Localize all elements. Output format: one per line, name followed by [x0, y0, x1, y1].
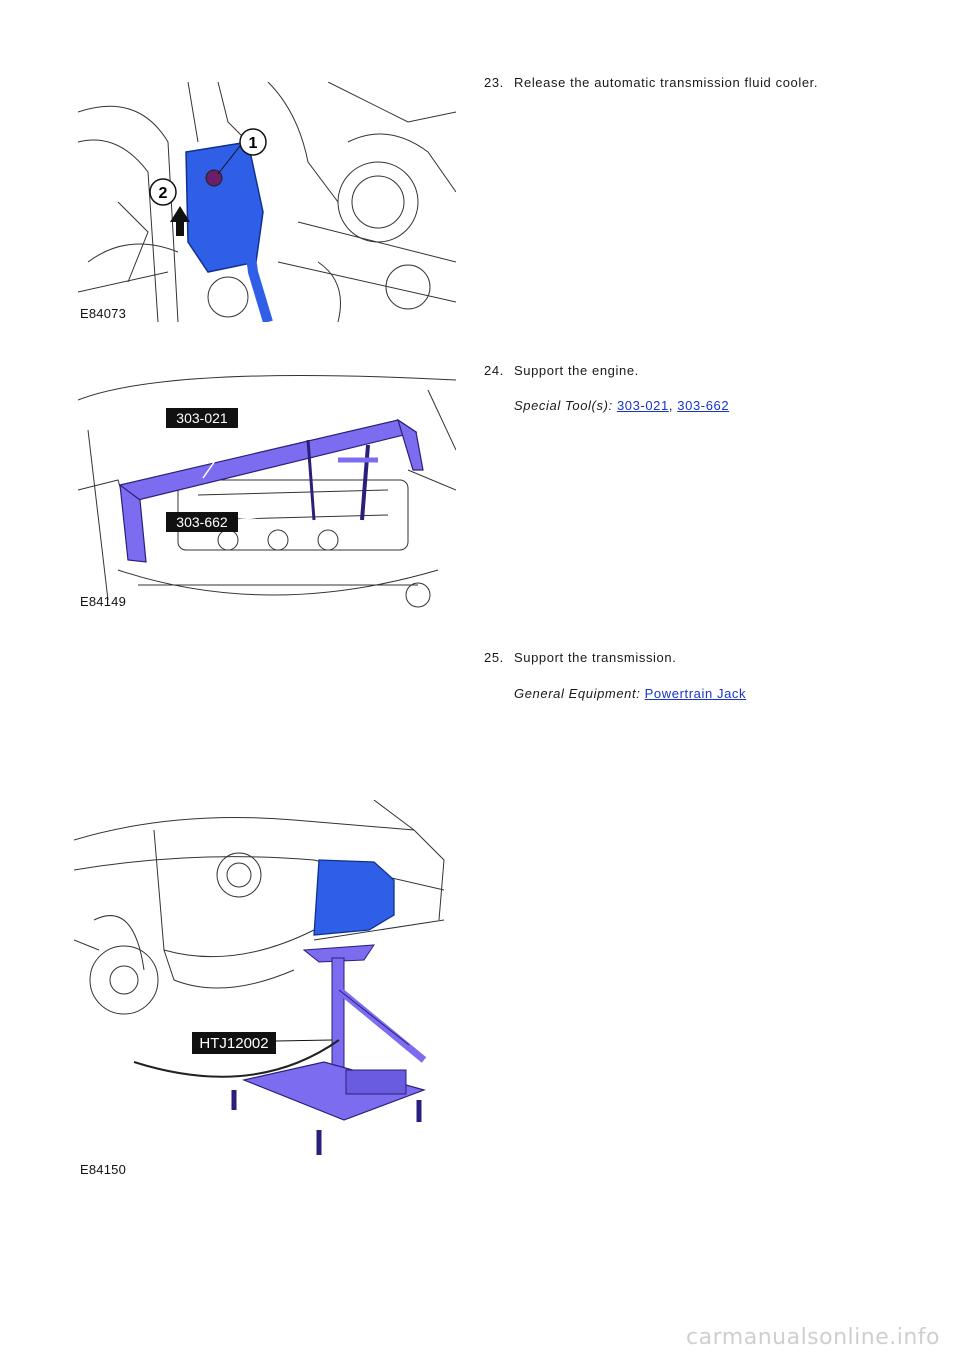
callout-2: 2 [158, 185, 168, 202]
general-equipment-line [514, 686, 746, 701]
step-text: Support the transmission. [514, 650, 677, 665]
figure-code: E84150 [80, 1162, 127, 1177]
tool-label-303-021: 303-021 [176, 410, 228, 426]
step-24 [484, 363, 924, 379]
figure-code: E84149 [80, 594, 127, 609]
callout-1: 1 [248, 135, 258, 152]
cooler-illustration [78, 82, 456, 322]
special-tools-label: Special Tool(s): [514, 398, 613, 413]
figure-engine-support [78, 370, 456, 610]
link-303-021[interactable]: 303-021 [616, 398, 669, 413]
step-25 [484, 650, 924, 666]
general-equipment-label: General Equipment: [514, 686, 641, 701]
step-number: 24. [484, 363, 504, 378]
engine-support-illustration [78, 370, 456, 610]
step-text: Support the engine. [514, 363, 639, 378]
step-number: 23. [484, 75, 504, 90]
special-tools-line [514, 398, 729, 413]
step-number: 25. [484, 650, 504, 665]
step-text: Release the automatic transmission fluid cooler. [514, 75, 819, 90]
figure-transmission-fluid-cooler [78, 82, 456, 322]
tool-label-303-662: 303-662 [176, 514, 228, 530]
figure-transmission-jack [74, 800, 456, 1180]
step-23 [484, 75, 924, 91]
figure-code: E84073 [80, 306, 127, 321]
watermark: carmanualsonline.info [686, 1325, 940, 1350]
link-303-662[interactable]: 303-662 [677, 398, 730, 413]
link-separator: , [668, 398, 674, 413]
link-powertrain-jack[interactable]: Powertrain Jack [644, 686, 747, 701]
transmission-jack-illustration [74, 800, 456, 1162]
tool-label-htj12002: HTJ12002 [199, 1035, 269, 1052]
